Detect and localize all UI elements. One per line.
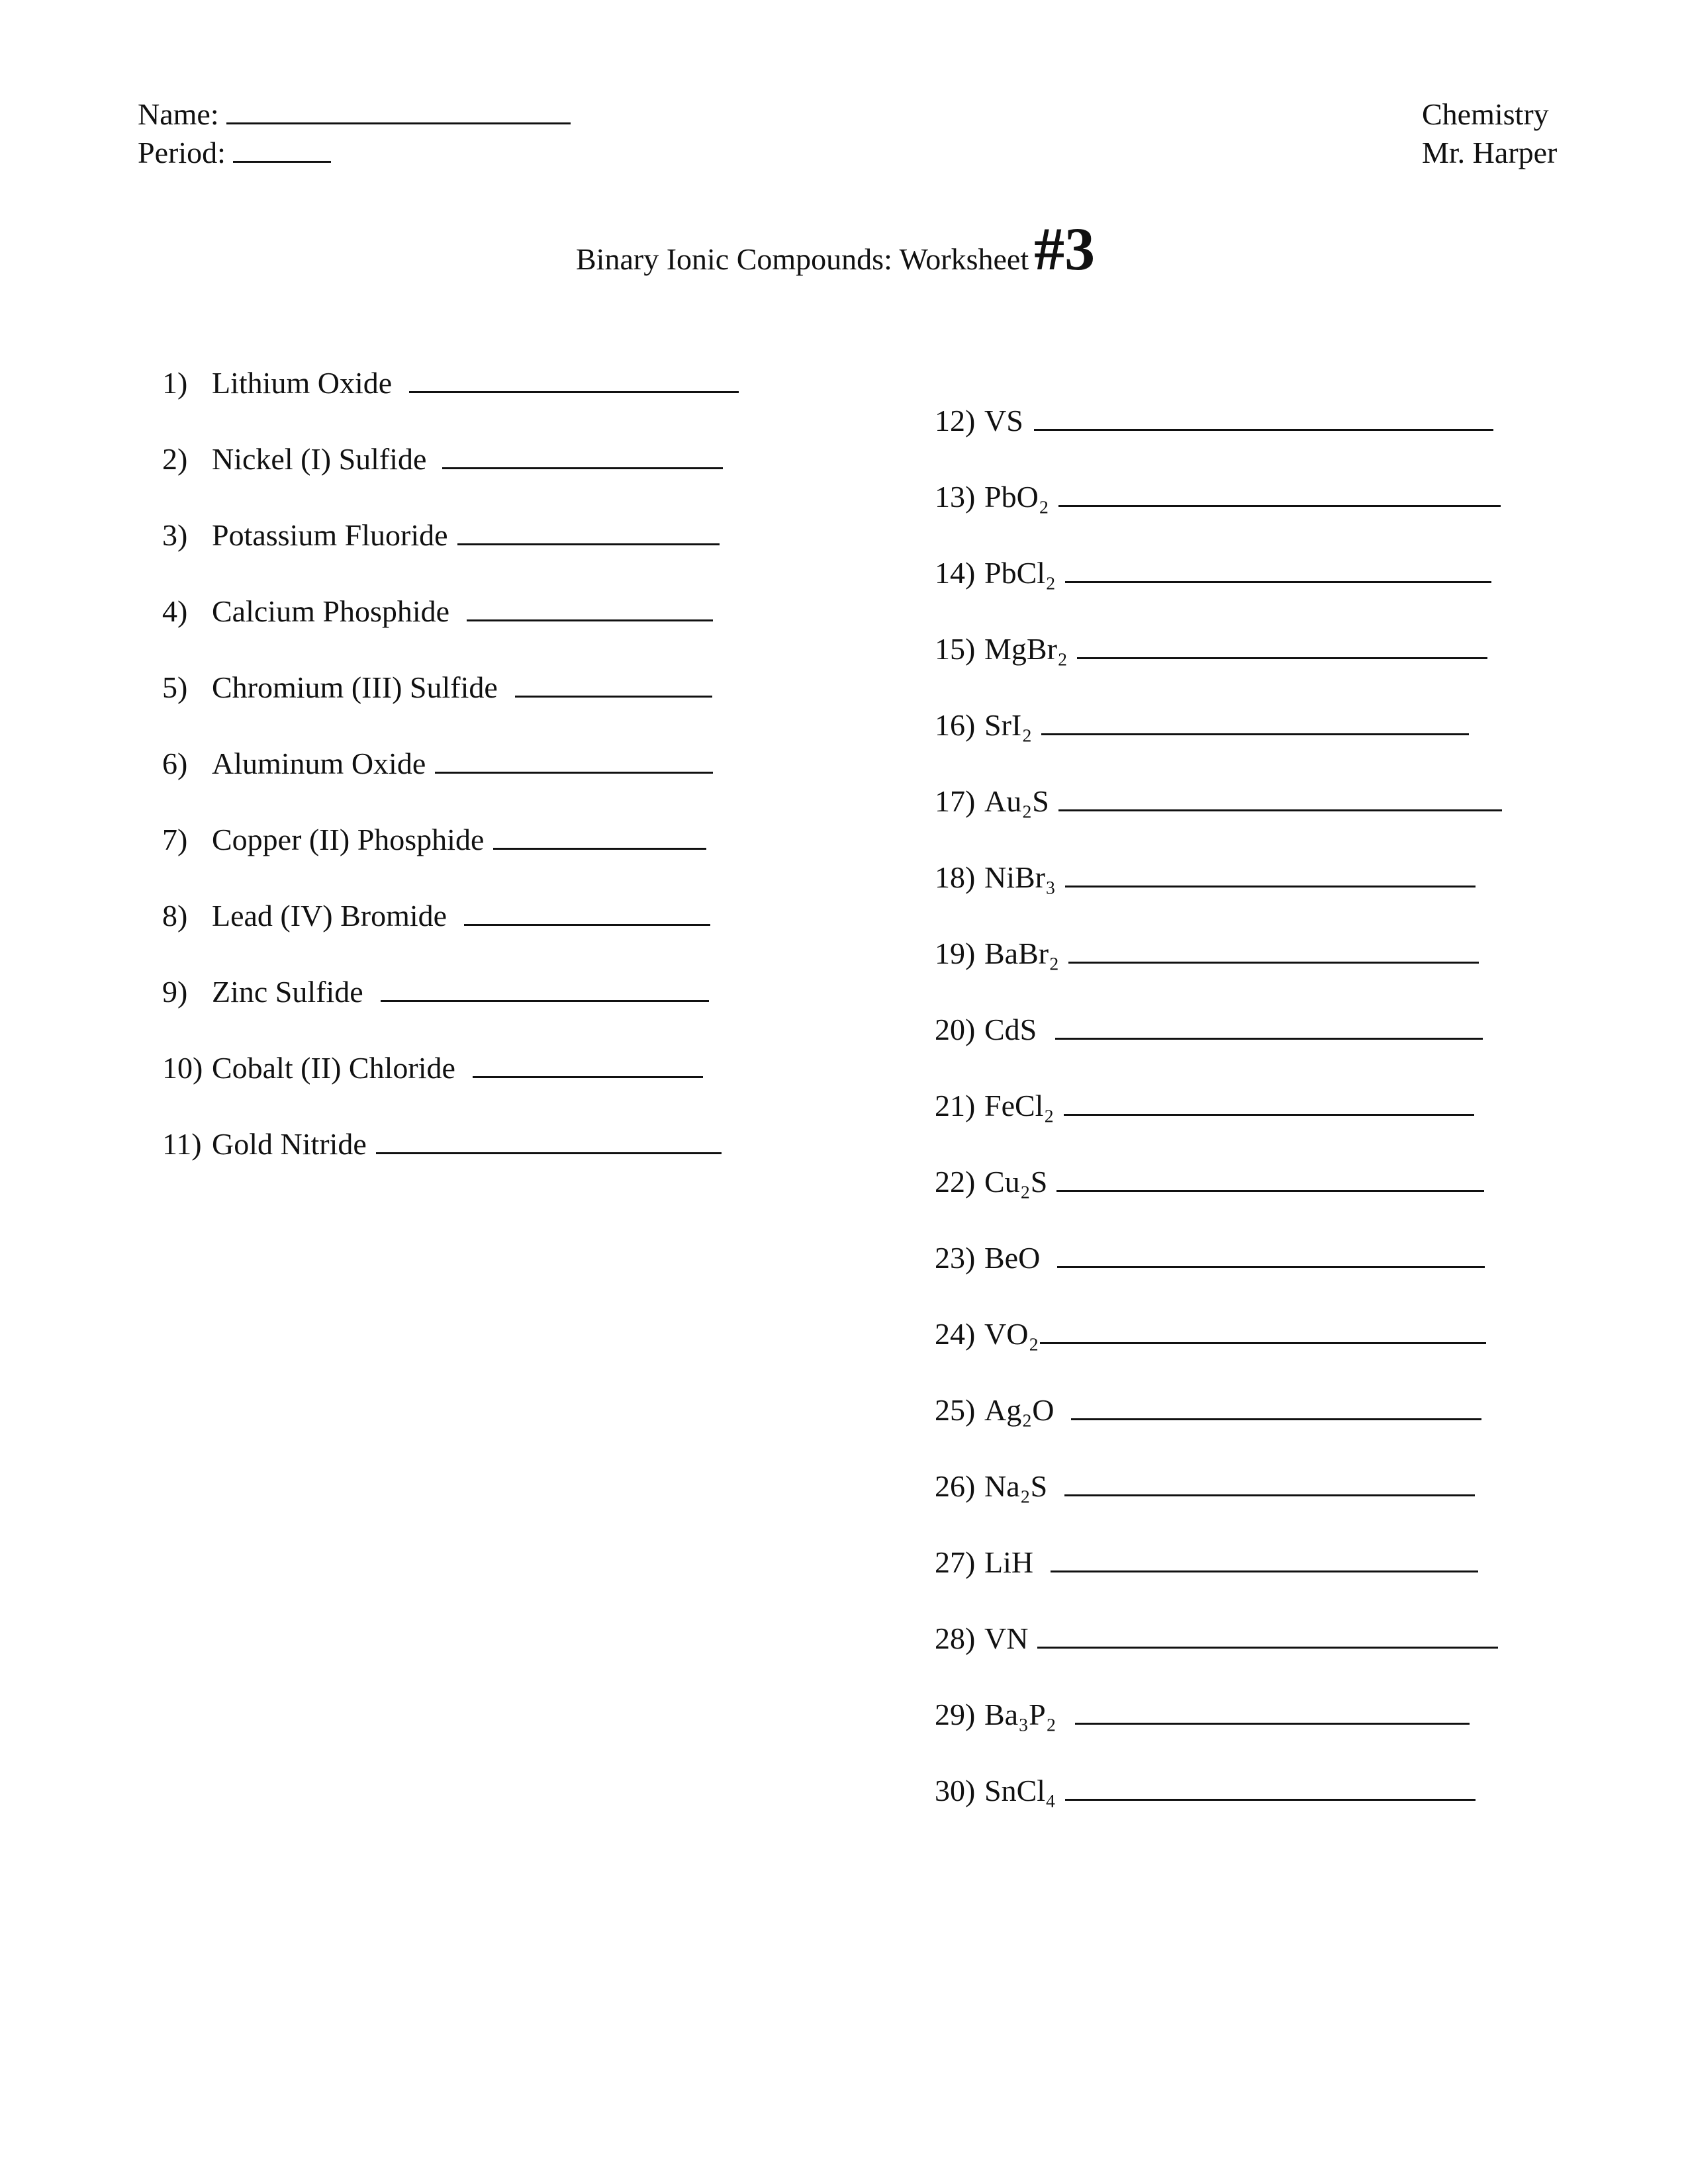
item-text: Nickel (I) Sulfide	[212, 442, 427, 476]
answer-blank[interactable]	[1055, 1032, 1483, 1040]
answer-blank[interactable]	[1068, 956, 1479, 964]
item-text: PbO₂	[984, 480, 1049, 514]
list-item	[162, 825, 706, 855]
list-item	[935, 1395, 1481, 1426]
period-field	[138, 138, 331, 168]
answer-blank[interactable]	[1065, 576, 1491, 583]
list-item	[935, 1167, 1484, 1197]
answer-blank[interactable]	[1064, 1489, 1475, 1496]
answer-blank[interactable]	[1065, 1794, 1476, 1801]
item-text: VO₂	[984, 1317, 1039, 1351]
item-number: 13)	[935, 480, 976, 514]
list-item	[162, 672, 712, 703]
item-text: Chromium (III) Sulfide	[212, 670, 498, 704]
answer-blank[interactable]	[1075, 1717, 1470, 1725]
item-number: 29)	[935, 1698, 976, 1731]
title-text: Binary Ionic Compounds: Worksheet	[576, 242, 1029, 276]
item-text: LiH	[984, 1545, 1034, 1579]
item-text: Ag₂O	[984, 1393, 1055, 1427]
period-blank[interactable]	[233, 157, 331, 163]
item-number: 12)	[935, 404, 976, 437]
name-blank[interactable]	[226, 118, 571, 124]
item-number: 23)	[935, 1241, 976, 1275]
answer-blank[interactable]	[1058, 500, 1501, 507]
item-text: Lithium Oxide	[212, 366, 393, 400]
item-text: BaBr₂	[984, 936, 1060, 970]
item-number: 14)	[935, 556, 976, 590]
item-number: 17)	[935, 784, 976, 818]
item-text: MgBr₂	[984, 632, 1068, 666]
item-number: 15)	[935, 632, 976, 666]
list-item	[162, 596, 713, 627]
list-item	[935, 710, 1469, 741]
answer-blank[interactable]	[1040, 1337, 1486, 1344]
item-number: 8)	[162, 899, 188, 933]
item-number: 11)	[162, 1127, 202, 1161]
item-number: 20)	[935, 1013, 976, 1046]
item-number: 2)	[162, 442, 188, 476]
item-text: Zinc Sulfide	[212, 975, 363, 1009]
item-text: SrI₂	[984, 708, 1033, 742]
answer-blank[interactable]	[473, 1071, 703, 1078]
answer-blank[interactable]	[442, 462, 723, 469]
list-item	[935, 482, 1501, 512]
item-number: 19)	[935, 936, 976, 970]
item-number: 27)	[935, 1545, 976, 1579]
item-number: 25)	[935, 1393, 976, 1427]
answer-blank[interactable]	[1056, 1185, 1484, 1192]
item-text: Ba₃P₂	[984, 1698, 1056, 1731]
list-item	[935, 1700, 1470, 1730]
list-item	[935, 634, 1487, 664]
item-text: Gold Nitride	[212, 1127, 367, 1161]
course-name: Chemistry	[1422, 97, 1549, 131]
answer-blank[interactable]	[1071, 1413, 1481, 1420]
list-item	[935, 406, 1493, 436]
item-text: NiBr₃	[984, 860, 1056, 894]
period-label: Period:	[138, 136, 226, 169]
list-item	[162, 1053, 703, 1083]
list-item	[162, 901, 710, 931]
item-text: Lead (IV) Bromide	[212, 899, 447, 933]
answer-blank[interactable]	[515, 690, 712, 698]
list-item	[935, 1623, 1498, 1654]
list-item	[935, 1547, 1478, 1578]
answer-blank[interactable]	[409, 386, 739, 393]
answer-blank[interactable]	[1051, 1565, 1478, 1572]
item-number: 9)	[162, 975, 188, 1009]
list-item	[162, 444, 723, 475]
item-number: 30)	[935, 1774, 976, 1807]
title-number: #3	[1034, 215, 1096, 283]
item-text: Copper (II) Phosphide	[212, 823, 485, 856]
list-item	[935, 558, 1491, 588]
answer-blank[interactable]	[381, 995, 709, 1002]
list-item	[935, 862, 1476, 893]
item-text: Na₂S	[984, 1469, 1048, 1503]
item-text: VS	[984, 404, 1023, 437]
answer-blank[interactable]	[467, 614, 713, 621]
list-item	[935, 786, 1502, 817]
list-item	[935, 1471, 1475, 1502]
answer-blank[interactable]	[1057, 1261, 1485, 1268]
item-text: Cobalt (II) Chloride	[212, 1051, 455, 1085]
name-label: Name:	[138, 97, 219, 131]
answer-blank[interactable]	[376, 1147, 722, 1154]
list-item	[935, 1319, 1486, 1349]
item-text: PbCl₂	[984, 556, 1056, 590]
item-number: 4)	[162, 594, 188, 628]
answer-blank[interactable]	[1077, 652, 1487, 659]
list-item	[935, 938, 1479, 969]
name-field	[138, 99, 571, 130]
item-number: 5)	[162, 670, 188, 704]
list-item	[935, 1243, 1485, 1273]
worksheet-title	[576, 215, 1096, 283]
list-item	[935, 1015, 1483, 1045]
answer-blank[interactable]	[1065, 880, 1476, 887]
item-number: 16)	[935, 708, 976, 742]
item-number: 28)	[935, 1621, 976, 1655]
item-number: 26)	[935, 1469, 976, 1503]
list-item	[162, 368, 739, 398]
list-item	[162, 749, 713, 779]
item-text: Cu₂S	[984, 1165, 1048, 1199]
answer-blank[interactable]	[1034, 424, 1493, 431]
item-text: FeCl₂	[984, 1089, 1055, 1122]
item-number: 7)	[162, 823, 188, 856]
item-number: 22)	[935, 1165, 976, 1199]
teacher-name: Mr. Harper	[1422, 136, 1558, 169]
item-number: 21)	[935, 1089, 976, 1122]
item-number: 6)	[162, 747, 188, 780]
list-item	[935, 1091, 1474, 1121]
answer-blank[interactable]	[493, 842, 706, 850]
item-number: 3)	[162, 518, 188, 552]
answer-blank[interactable]	[1064, 1109, 1474, 1116]
list-item	[162, 977, 709, 1007]
item-text: VN	[984, 1621, 1029, 1655]
item-number: 10)	[162, 1051, 203, 1085]
item-text: Aluminum Oxide	[212, 747, 426, 780]
item-number: 18)	[935, 860, 976, 894]
item-text: CdS	[984, 1013, 1037, 1046]
item-text: BeO	[984, 1241, 1041, 1275]
item-text: Potassium Fluoride	[212, 518, 448, 552]
item-text: Calcium Phosphide	[212, 594, 450, 628]
list-item	[935, 1776, 1476, 1806]
answer-blank[interactable]	[1041, 728, 1469, 735]
list-item	[162, 520, 720, 551]
item-text: Au₂S	[984, 784, 1049, 818]
answer-blank[interactable]	[435, 766, 713, 774]
item-number: 24)	[935, 1317, 976, 1351]
list-item	[162, 1129, 722, 1160]
item-number: 1)	[162, 366, 188, 400]
answer-blank[interactable]	[1058, 804, 1502, 811]
answer-blank[interactable]	[1037, 1641, 1498, 1649]
answer-blank[interactable]	[457, 538, 720, 545]
item-text: SnCl₄	[984, 1774, 1056, 1807]
answer-blank[interactable]	[464, 919, 710, 926]
